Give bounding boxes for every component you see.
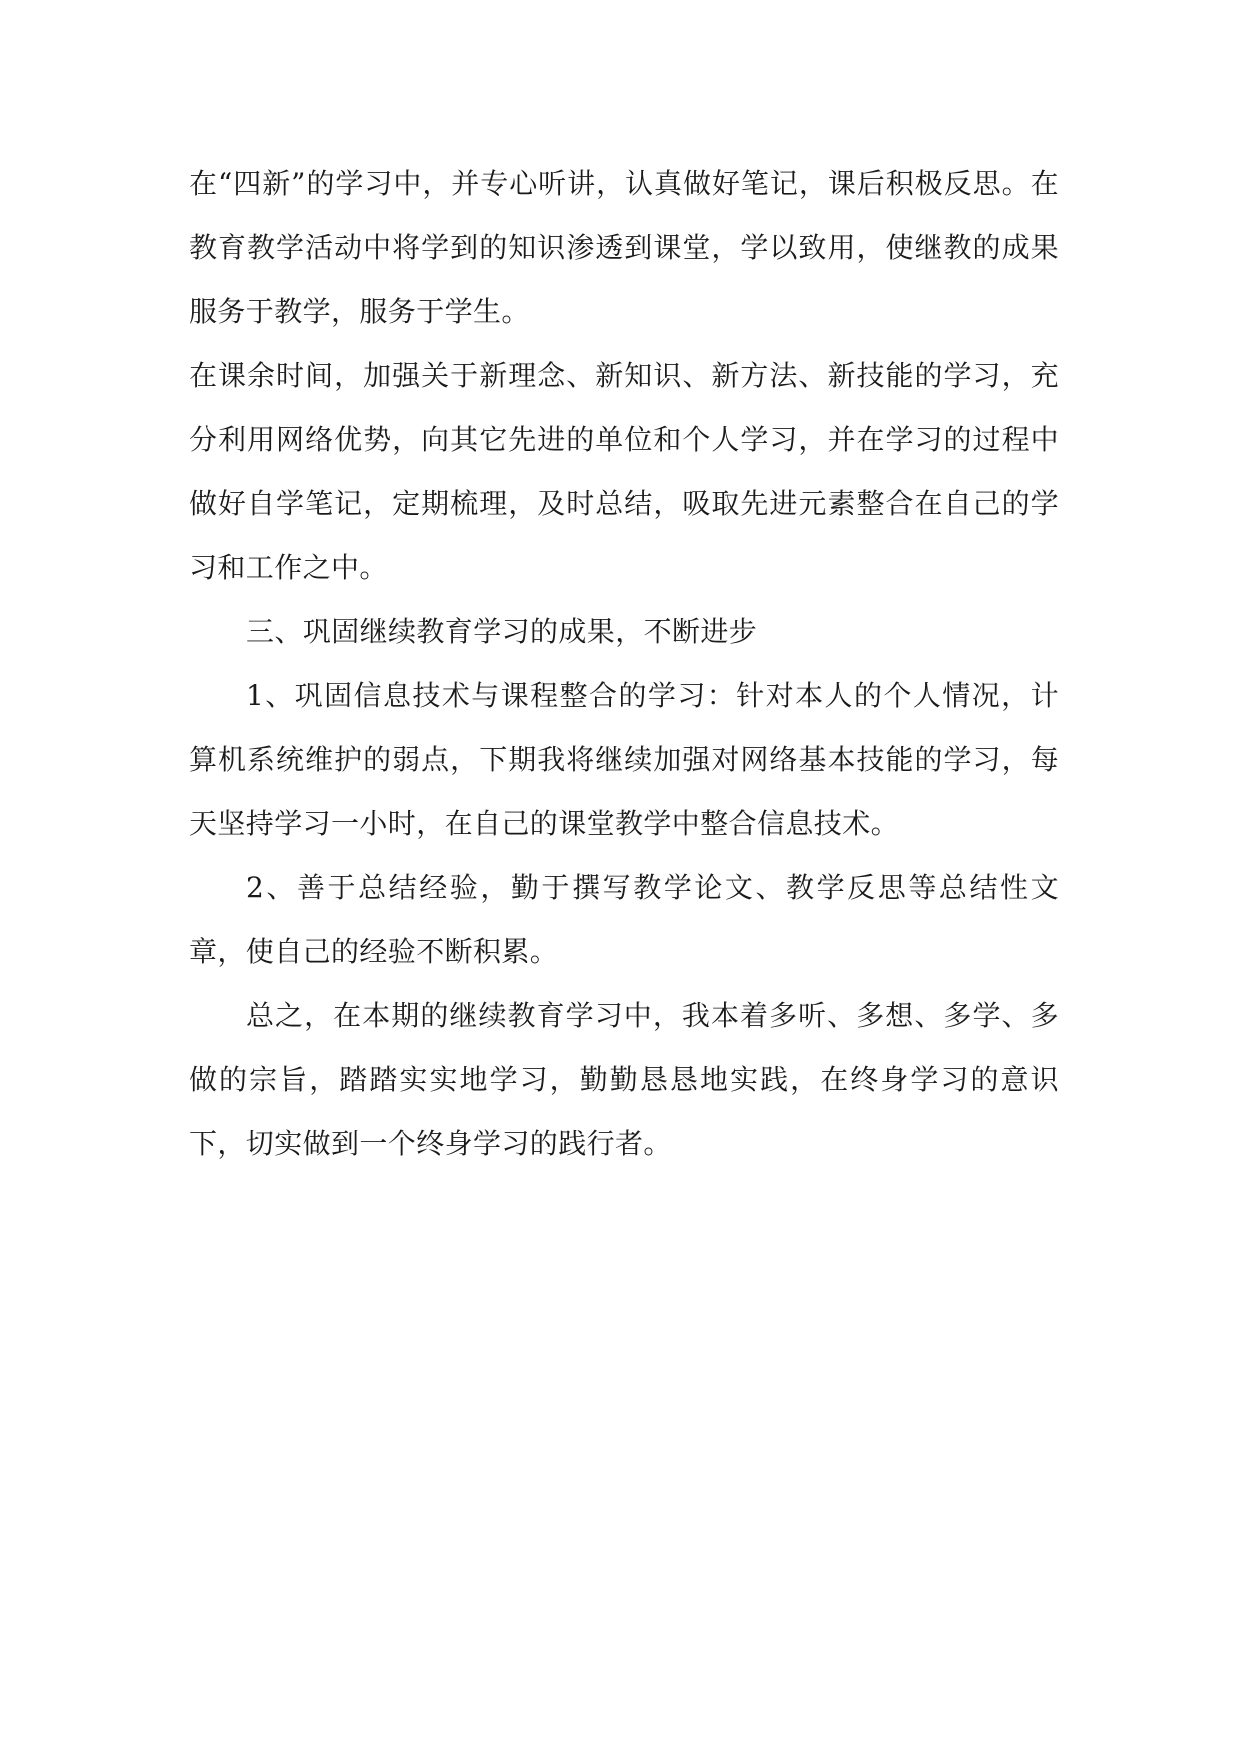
paragraph-spare-time-study: 在课余时间，加强关于新理念、新知识、新方法、新技能的学习，充分利用网络优势，向其它先进的单位和个人学习，并在学习的过程中做好自学笔记，定期梳理，及时总结，吸取先进元素整合在自己的学习和工作之中。 [189,359,1059,584]
paragraph-item-2: 2、善于总结经验，勤于撰写教学论文、教学反思等总结性文章，使自己的经验不断积累。 [189,871,1059,968]
document-body [189,152,1059,1176]
paragraph-item-1: 1、巩固信息技术与课程整合的学习：针对本人的个人情况，计算机系统维护的弱点，下期我将继续加强对网络基本技能的学习，每天坚持学习一小时，在自己的课堂教学中整合信息技术。 [189,679,1059,840]
paragraph-practice: 在“四新”的学习中，并专心听讲，认真做好笔记，课后积极反思。在教育教学活动中将学到的知识渗透到课堂，学以致用，使继教的成果服务于教学，服务于学生。 [189,167,1059,328]
paragraph-conclusion: 总之，在本期的继续教育学习中，我本着多听、多想、多学、多做的宗旨，踏踏实实地学习，勤勤恳恳地实践，在终身学习的意识下，切实做到一个终身学习的践行者。 [189,999,1059,1160]
section-heading-consolidate: 三、巩固继续教育学习的成果，不断进步 [246,615,758,648]
